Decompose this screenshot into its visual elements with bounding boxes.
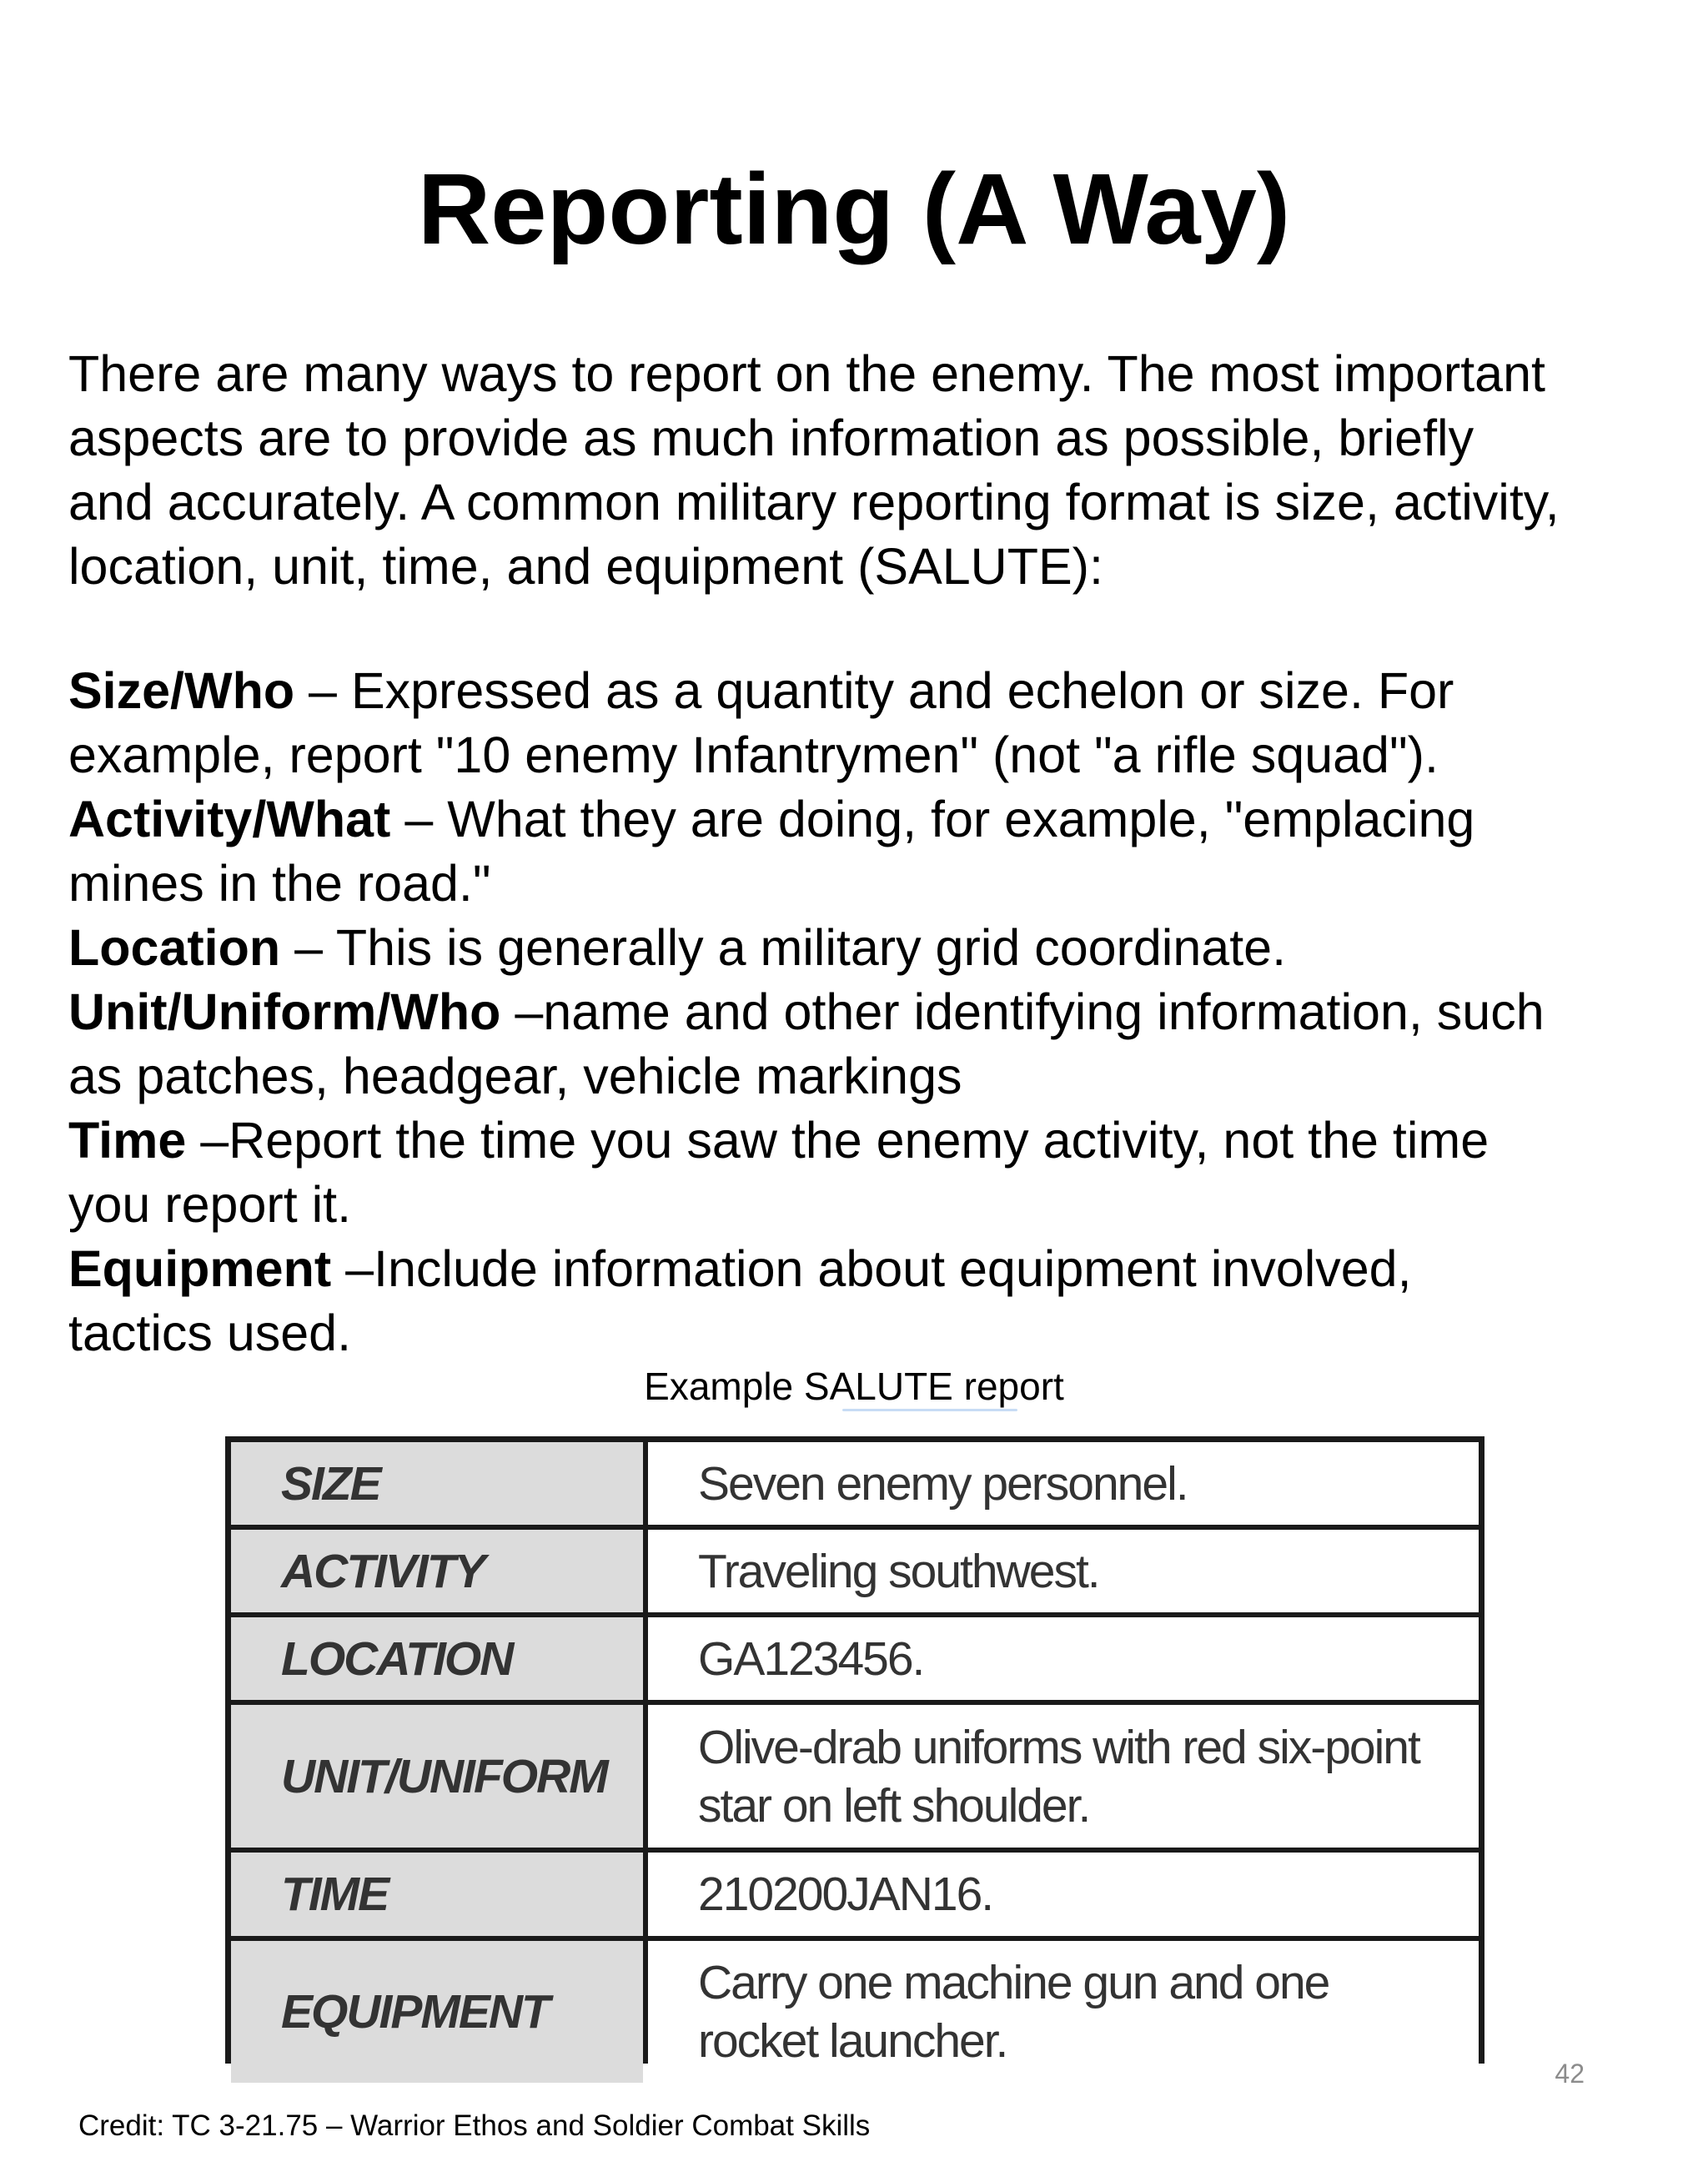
- intro-line: aspects are to provide as much information as possible, briefly: [68, 410, 1474, 466]
- table-value-time: 210200JAN16.: [648, 1853, 1479, 1936]
- salute-report-table: [225, 1436, 1484, 2068]
- definition-text: mines in the road.": [68, 855, 491, 912]
- definition-term: Size/Who: [68, 662, 295, 719]
- table-key-unit-uniform: UNIT/UNIFORM: [231, 1705, 643, 1848]
- definition-term: Equipment: [68, 1240, 332, 1297]
- definition-text: example, report "10 enemy Infantrymen" (not "a rifle squad").: [68, 727, 1439, 783]
- page-number: 42: [1555, 2059, 1585, 2089]
- table-key-time: TIME: [231, 1853, 643, 1936]
- table-value-unit-uniform: Olive-drab uniforms with red six-point star on left shoulder.: [648, 1705, 1479, 1848]
- definition-text: as patches, headgear, vehicle markings: [68, 1048, 962, 1104]
- definition-text: name and other identifying information, such: [543, 983, 1545, 1040]
- definition-unit: Unit/Uniform/Who –name and other identifying information, such: [68, 983, 1545, 1040]
- definition-text: tactics used.: [68, 1305, 352, 1361]
- definition-text: Expressed as a quantity and echelon or size. For: [350, 662, 1454, 719]
- definition-text: This is generally a military grid coordinate.: [335, 919, 1287, 976]
- table-key-size: SIZE: [231, 1442, 643, 1525]
- definition-equipment: Equipment –Include information about equipment involved,: [68, 1240, 1412, 1297]
- intro-line: and accurately. A common military reporting format is size, activity,: [68, 474, 1560, 530]
- definition-term: Activity/What: [68, 791, 391, 847]
- page-title: Reporting (A Way): [417, 152, 1291, 265]
- table-value-location: GA123456.: [648, 1617, 1479, 1700]
- table-value-equipment: Carry one machine gun and one rocket launcher.: [648, 1941, 1479, 2083]
- definition-location: Location – This is generally a military grid coordinate.: [68, 919, 1287, 976]
- table-key-location: LOCATION: [231, 1617, 643, 1700]
- definition-text: Include information about equipment involved,: [374, 1240, 1412, 1297]
- definition-activity: Activity/What – What they are doing, for example, "emplacing: [68, 791, 1475, 847]
- definition-text: What they are doing, for example, "emplacing: [447, 791, 1475, 847]
- salute-definitions: [68, 659, 1670, 1365]
- definition-time: Time –Report the time you saw the enemy activity, not the time: [68, 1112, 1489, 1169]
- table-key-equipment: EQUIPMENT: [231, 1941, 643, 2083]
- definition-term: Unit/Uniform/Who: [68, 983, 501, 1040]
- definition-size: Size/Who – Expressed as a quantity and echelon or size. For: [68, 662, 1454, 719]
- intro-line: There are many ways to report on the enemy. The most important: [68, 345, 1545, 402]
- table-value-activity: Traveling southwest.: [648, 1530, 1479, 1612]
- definition-term: Location: [68, 919, 281, 976]
- intro-line: location, unit, time, and equipment (SALUTE):: [68, 538, 1103, 595]
- definition-text: Report the time you saw the enemy activity, not the time: [229, 1112, 1489, 1169]
- table-caption: Example SALUTE report: [644, 1365, 1064, 1408]
- definition-term: Time: [68, 1112, 187, 1169]
- table-value-size: Seven enemy personnel.: [648, 1442, 1479, 1525]
- intro-paragraph: [68, 342, 1670, 599]
- spellcheck-underline: [842, 1409, 1017, 1411]
- credit-line: Credit: TC 3-21.75 – Warrior Ethos and Soldier Combat Skills: [78, 2109, 871, 2142]
- definition-text: you report it.: [68, 1176, 352, 1233]
- table-key-activity: ACTIVITY: [231, 1530, 643, 1612]
